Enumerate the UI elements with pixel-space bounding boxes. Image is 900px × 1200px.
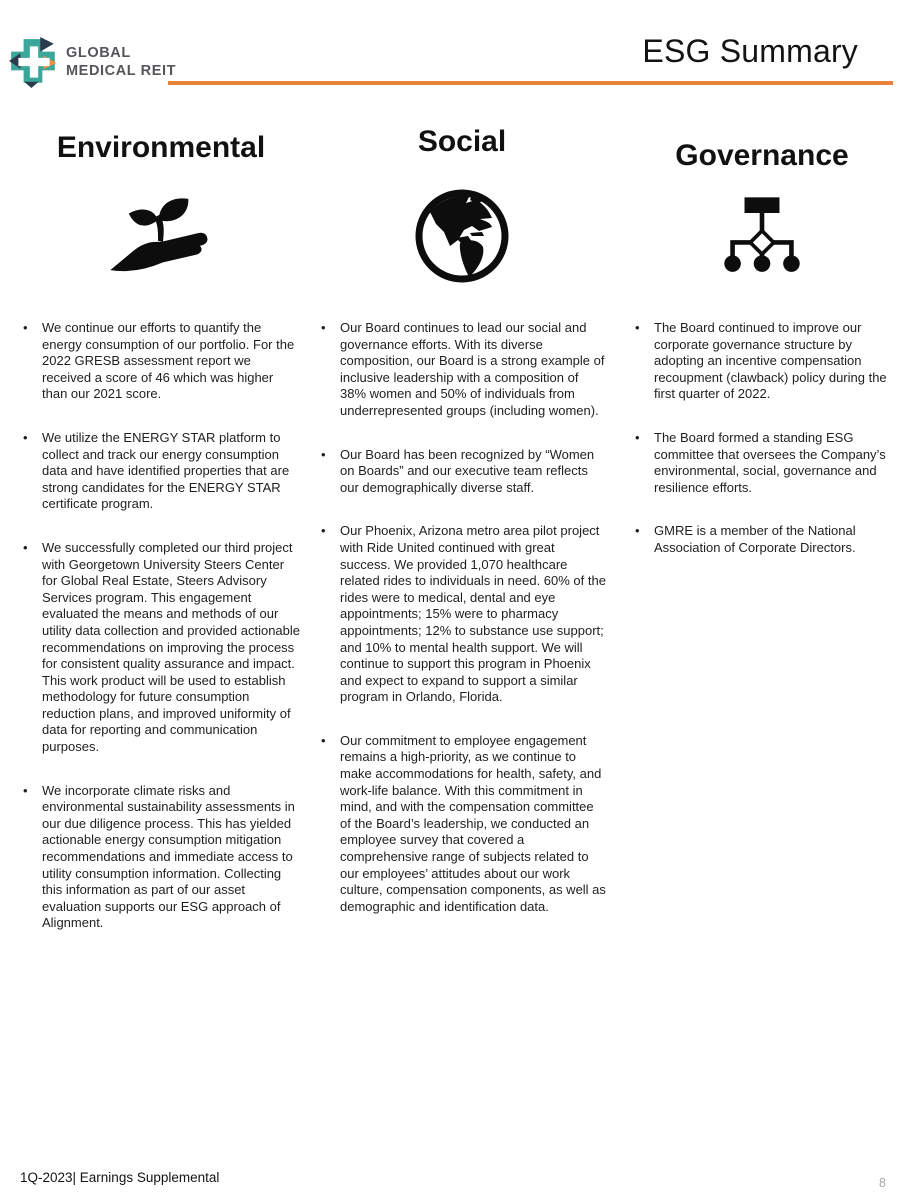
company-name (66, 44, 176, 80)
bullet-item: • GMRE is a member of the National Association of Corporate Directors. (632, 523, 892, 556)
bullet-item: • Our commitment to employee engagement remains a high-priority, as we continue to make accommodations for health, safety, and work-life balance. With this commitment in mind, and with the compensation committee of the Board’s leadership, we conducted an employee survey that covered a comprehensive range of subjects related to our employees’ attitudes about our work culture, compensation components, as well as demographic and identification data. (318, 733, 606, 916)
hand-plant-icon (20, 178, 302, 294)
company-name-line2: MEDICAL REIT (66, 63, 177, 79)
bullet-item: • We successfully completed our third project with Georgetown University Steers Center for Global Real Estate, Steers Advisory Services program. This engagement evaluated the means and methods of our utility data collection and provided actionable recommendations on improving the process for consistent quality assurance and impact. This work product will be used to establish methodology for future consumption reduction plans, and improved uniformity of data for reporting and communication purposes. (20, 540, 302, 756)
bullet-item: • The Board formed a standing ESG committee that oversees the Company’s environmental, social, governance and resilience efforts. (632, 430, 892, 496)
bullet-item: • We utilize the ENERGY STAR platform to collect and track our energy consumption data and have identified properties that are strong candidates for the ENERGY STAR certificate program. (20, 430, 302, 513)
bullet-item: • Our Phoenix, Arizona metro area pilot project with Ride United continued with great success. We provided 1,070 healthcare related rides to individuals in need. 60% of the rides were to medical, dental and eye appointments; 15% were to pharmacy appointments; 12% to substance use support; and 10% to mental health support. We will continue to support this program in Phoenix and expect to expand to support a similar program in Orlando, Florida. (318, 523, 606, 706)
social-bullet-list (318, 320, 606, 915)
social-column (318, 126, 606, 942)
footer-text: 1Q-2023| Earnings Supplemental (20, 1170, 220, 1185)
governance-column (632, 126, 892, 584)
bullet-item: • Our Board has been recognized by “Women on Boards” and our executive team reflects our demographically diverse staff. (318, 447, 606, 497)
bullet-item: • The Board continued to improve our corporate governance structure by adopting an incentive compensation recoupment (clawback) policy during the first quarter of 2022. (632, 320, 892, 403)
environmental-bullet-list (20, 320, 302, 932)
social-heading: Social (417, 125, 507, 158)
company-name-line1: GLOBAL (66, 45, 131, 61)
page-number: 8 (879, 1176, 886, 1190)
bullet-item: • Our Board continues to lead our social and governance efforts. With its diverse composition, our Board is a strong example of inclusive leadership with a composition of 38% women and 50% of individuals from underrepresented groups (including women). (318, 320, 606, 420)
page-title: ESG Summary (642, 33, 858, 69)
governance-heading: Governance (675, 139, 849, 172)
bullet-item: • We continue our efforts to quantify the energy consumption of our portfolio. For the 2022 GRESB assessment report we received a score of 46 which was higher than our 2021 score. (20, 320, 302, 403)
org-chart-icon (632, 178, 892, 294)
globe-icon (318, 178, 606, 294)
bullet-item: • We incorporate climate risks and environmental sustainability assessments in our due diligence process. This has yielded actionable energy consumption mitigation recommendations and immediate access to utility consumption information. Collecting this information as part of our asset evaluation supports our ESG approach of Alignment. (20, 783, 302, 932)
company-logo-icon (8, 36, 60, 88)
title-divider (168, 81, 893, 85)
environmental-heading: Environmental (56, 131, 266, 164)
environmental-column (20, 126, 302, 959)
governance-bullet-list (632, 320, 892, 557)
